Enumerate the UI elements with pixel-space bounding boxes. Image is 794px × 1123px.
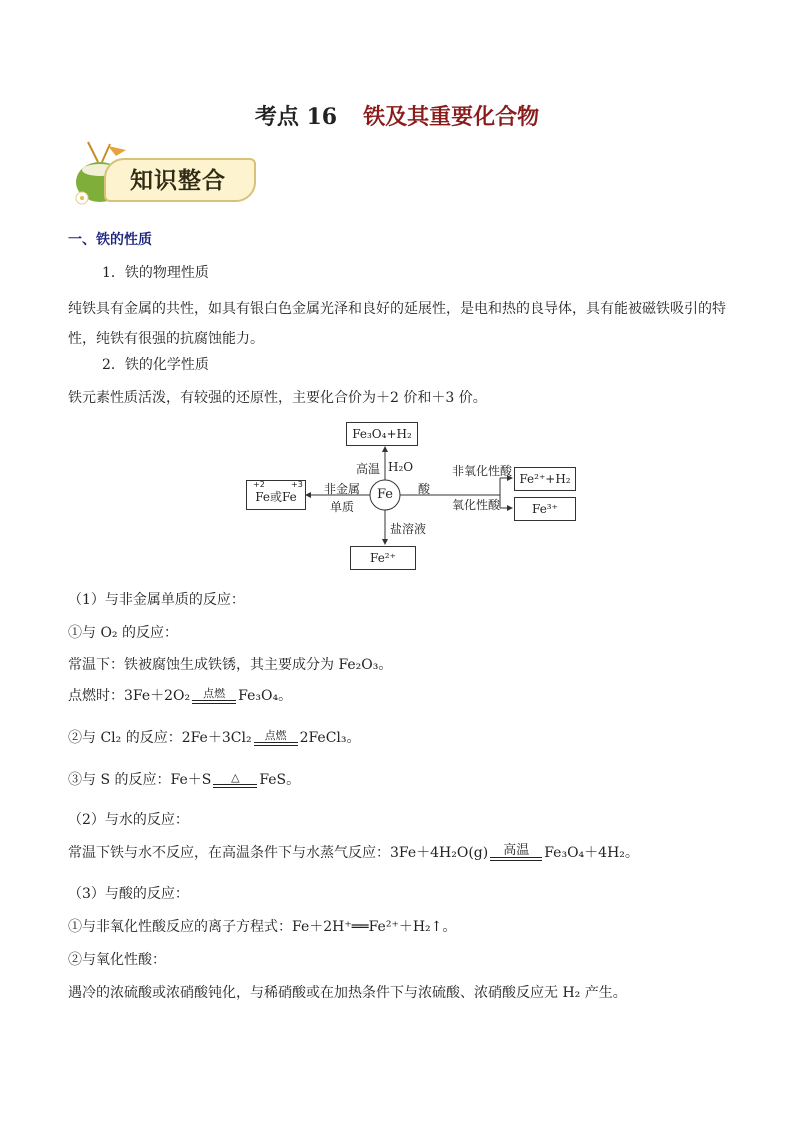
diagram-left-valence-b: +3	[291, 480, 303, 489]
diagram-top-label-water: H₂O	[388, 460, 414, 474]
reaction-water	[68, 843, 639, 863]
equation-condition	[490, 845, 542, 861]
condition-text: 点燃	[264, 729, 287, 742]
reaction-heading-nonmetal: （1）与非金属单质的反应：	[68, 592, 245, 608]
knowledge-badge	[70, 140, 260, 206]
reaction-nonoxidizing-acid: ①与非氧化性酸反应的离子方程式：Fe＋2H⁺══Fe²⁺＋H₂↑。	[68, 919, 457, 935]
diagram-right-bottom-label: 氧化性酸	[452, 498, 501, 512]
paragraph-chemical: 铁元素性质活泼，有较强的还原性，主要化合价为＋2 价和＋3 价。	[68, 390, 487, 406]
title-topic-number: 考点 16	[254, 104, 338, 130]
equation-condition	[254, 730, 298, 746]
equation-left: 常温下铁与水不反应，在高温条件下与水蒸气反应：3Fe＋4H₂O(g)	[68, 845, 489, 861]
badge-label: 知识整合	[130, 167, 226, 194]
diagram-top-box: Fe₃O₄+H₂	[346, 422, 418, 446]
equation-left: ②与 Cl₂ 的反应：2Fe＋3Cl₂	[68, 730, 252, 746]
diagram-left-box	[246, 480, 306, 510]
diagram-center-fe: Fe	[377, 487, 394, 502]
diagram-right-label-acid: 酸	[418, 482, 431, 496]
paragraph-physical	[68, 294, 728, 354]
condition-text: △	[231, 771, 240, 784]
equation-left: 点燃时：3Fe＋2O₂	[68, 688, 191, 704]
page-title	[0, 100, 794, 131]
reaction-cl2	[68, 728, 361, 748]
diagram-top-label-condition: 高温	[356, 462, 381, 476]
reaction-heading-acid: （3）与酸的反应：	[68, 886, 189, 902]
iron-reaction-diagram	[240, 420, 590, 575]
equation-condition	[192, 688, 236, 704]
reaction-oxidizing-acid-heading: ②与氧化性酸：	[68, 952, 166, 968]
diagram-right-bottom-box: Fe³⁺	[514, 497, 576, 521]
diagram-bottom-label: 盐溶液	[390, 522, 427, 536]
subheading-chemical: 2．铁的化学性质	[102, 357, 209, 373]
equation-left: ③与 S 的反应：Fe＋S	[68, 772, 212, 788]
diagram-right-top-label: 非氧化性酸	[452, 464, 513, 478]
diagram-left-label-2: 单质	[330, 500, 355, 514]
equals-bar	[192, 700, 236, 704]
paragraph-physical-text: 纯铁具有金属的共性，如具有银白色金属光泽和良好的延展性，是电和热的良导体，具有能被磁铁吸引的特性，纯铁有很强的抗腐蚀能力。	[68, 301, 726, 347]
diagram-right-top-box: Fe²⁺+H₂	[514, 467, 576, 491]
condition-text: 点燃	[203, 687, 226, 700]
condition-text: 高温	[503, 843, 530, 858]
equation-right: Fe₃O₄。	[238, 688, 293, 704]
reaction-o2-ignition	[68, 686, 292, 706]
equation-right: FeS。	[259, 772, 301, 788]
equation-right: 2FeCl₃。	[299, 730, 361, 746]
reaction-heading-water: （2）与水的反应：	[68, 812, 189, 828]
reaction-o2-heading: ①与 O₂ 的反应：	[68, 625, 178, 641]
reaction-s	[68, 770, 300, 790]
diagram-left-valence-a: +2	[253, 480, 265, 489]
equation-right: Fe₃O₄＋4H₂。	[544, 845, 639, 861]
equals-bar	[254, 742, 298, 746]
equals-bar	[213, 784, 257, 788]
title-topic-name: 铁及其重要化合物	[363, 104, 540, 130]
reaction-o2-room-temp: 常温下：铁被腐蚀生成铁锈，其主要成分为 Fe₂O₃。	[68, 657, 393, 673]
equation-condition	[213, 772, 257, 788]
section-heading: 一、铁的性质	[68, 232, 152, 248]
diagram-left-label-1: 非金属	[324, 482, 361, 496]
reaction-oxidizing-acid-text: 遇冷的浓硫酸或浓硝酸钝化，与稀硝酸或在加热条件下与浓硫酸、浓硝酸反应无 H₂ 产生。	[68, 985, 627, 1001]
diagram-bottom-box: Fe²⁺	[350, 546, 416, 570]
subheading-physical: 1．铁的物理性质	[102, 265, 209, 281]
diagram-left-box-text: Fe或Fe	[255, 490, 297, 504]
